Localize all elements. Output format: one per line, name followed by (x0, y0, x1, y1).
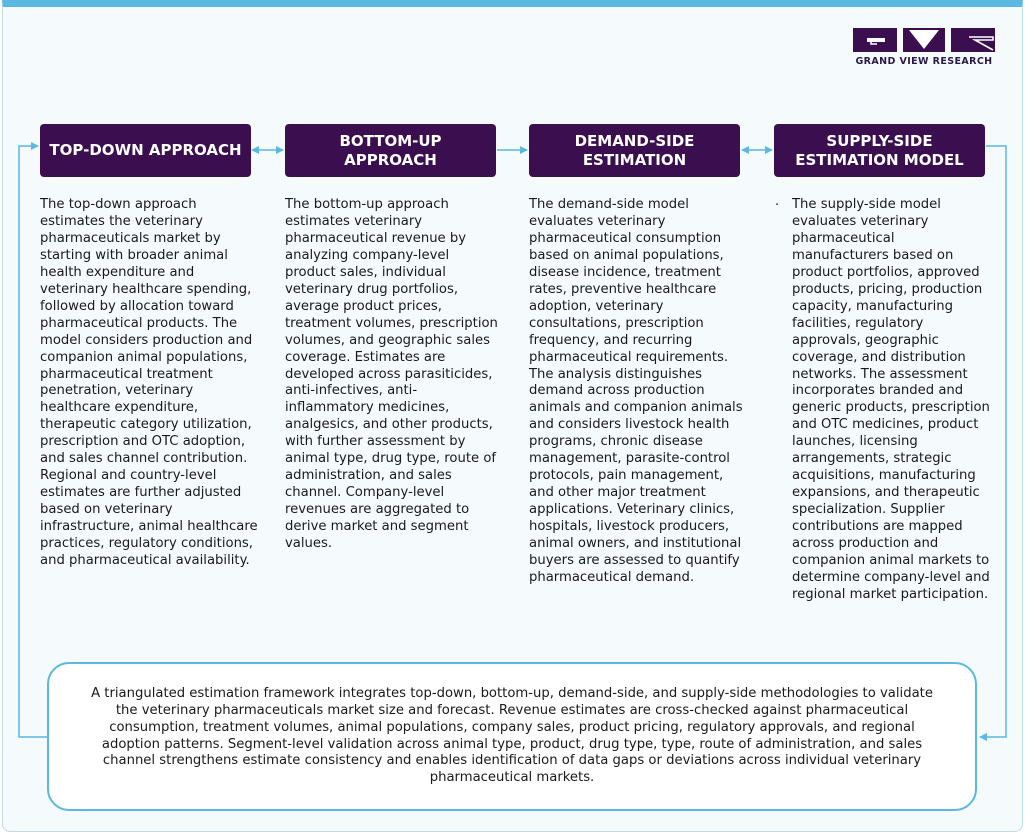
header-supply-side: SUPPLY-SIDE ESTIMATION MODEL (774, 124, 985, 177)
triangulation-summary-text: A triangulated estimation framework integrates top-down, bottom-up, demand-side, and supply-side methodologies to validate the veterinary pharmaceuticals market size and forecast. Revenue estimates are cross-checked against pharmaceutical consumption, treatment volumes, animal populations, company sales, product pricing, regulatory approvals, and regional adoption patterns. Segment-level validation across animal type, product, drug type, type, route of administration, and sales channel strengthens estimate consistency and enables identification of data gaps or deviations across individual veterinary pharmaceutical markets. (91, 686, 933, 786)
header-top-down: TOP-DOWN APPROACH (40, 124, 251, 177)
top-down-description: The top-down approach estimates the veterinary pharmaceuticals market by starting with broader animal health expenditure and veterinary healthcare spending, followed by allocation toward pharmaceutical products. The model considers production and companion animal populations, pharmaceutical treatment penetration, veterinary healthcare expenditure, therapeutic category utilization, prescription and OTC adoption, and sales channel contribution. Regional and country-level estimates are further adjusted based on veterinary infrastructure, animal healthcare practices, regulatory conditions, and pharmaceutical availability. (40, 197, 258, 569)
bottom-up-description: The bottom-up approach estimates veterinary pharmaceutical revenue by analyzing company-level product sales, individual veterinary drug portfolios, average product prices, treatment volumes, prescription volumes, and geographic sales coverage. Estimates are developed across parasiticides, anti-infectives, anti-inflammatory medicines, analgesics, and other products, with further assessment by animal type, drug type, route of administration, and sales channel. Company-level revenues are aggregated to derive market and segment values. (285, 197, 498, 552)
header-bottom-up: BOTTOM-UP APPROACH (285, 124, 496, 177)
bullet-dot: · (775, 198, 780, 213)
brand-name: GRAND VIEW RESEARCH (855, 56, 993, 67)
header-demand-side: DEMAND-SIDE ESTIMATION (529, 124, 740, 177)
supply-side-description: The supply-side model evaluates veterinary pharmaceutical manufacturers based on product portfolios, approved products, pricing, production capacity, manufacturing facilities, regulatory approvals, geographic coverage, and distribution networks. The assessment incorporates branded and generic products, prescription and OTC medicines, product launches, licensing arrangements, strategic acquisitions, manufacturing expansions, and therapeutic specialization. Supplier contributions are mapped across production and companion animal markets to determine company-level and regional market participation. (792, 197, 990, 602)
arrow-summary-to-topdown (19, 146, 47, 737)
demand-side-description: The demand-side model evaluates veterinary pharmaceutical consumption based on animal populations, disease incidence, treatment rates, preventive healthcare adoption, veterinary consultations, prescription frequency, and recurring pharmaceutical requirements. The analysis distinguishes demand across production animals and companion animals and considers livestock health programs, chronic disease management, parasite-control protocols, pain management, and other major treatment applications. Veterinary clinics, hospitals, livestock producers, animal owners, and institutional buyers are assessed to quantify pharmaceutical demand. (529, 197, 743, 585)
arrow-supply-to-summary (980, 146, 1006, 737)
